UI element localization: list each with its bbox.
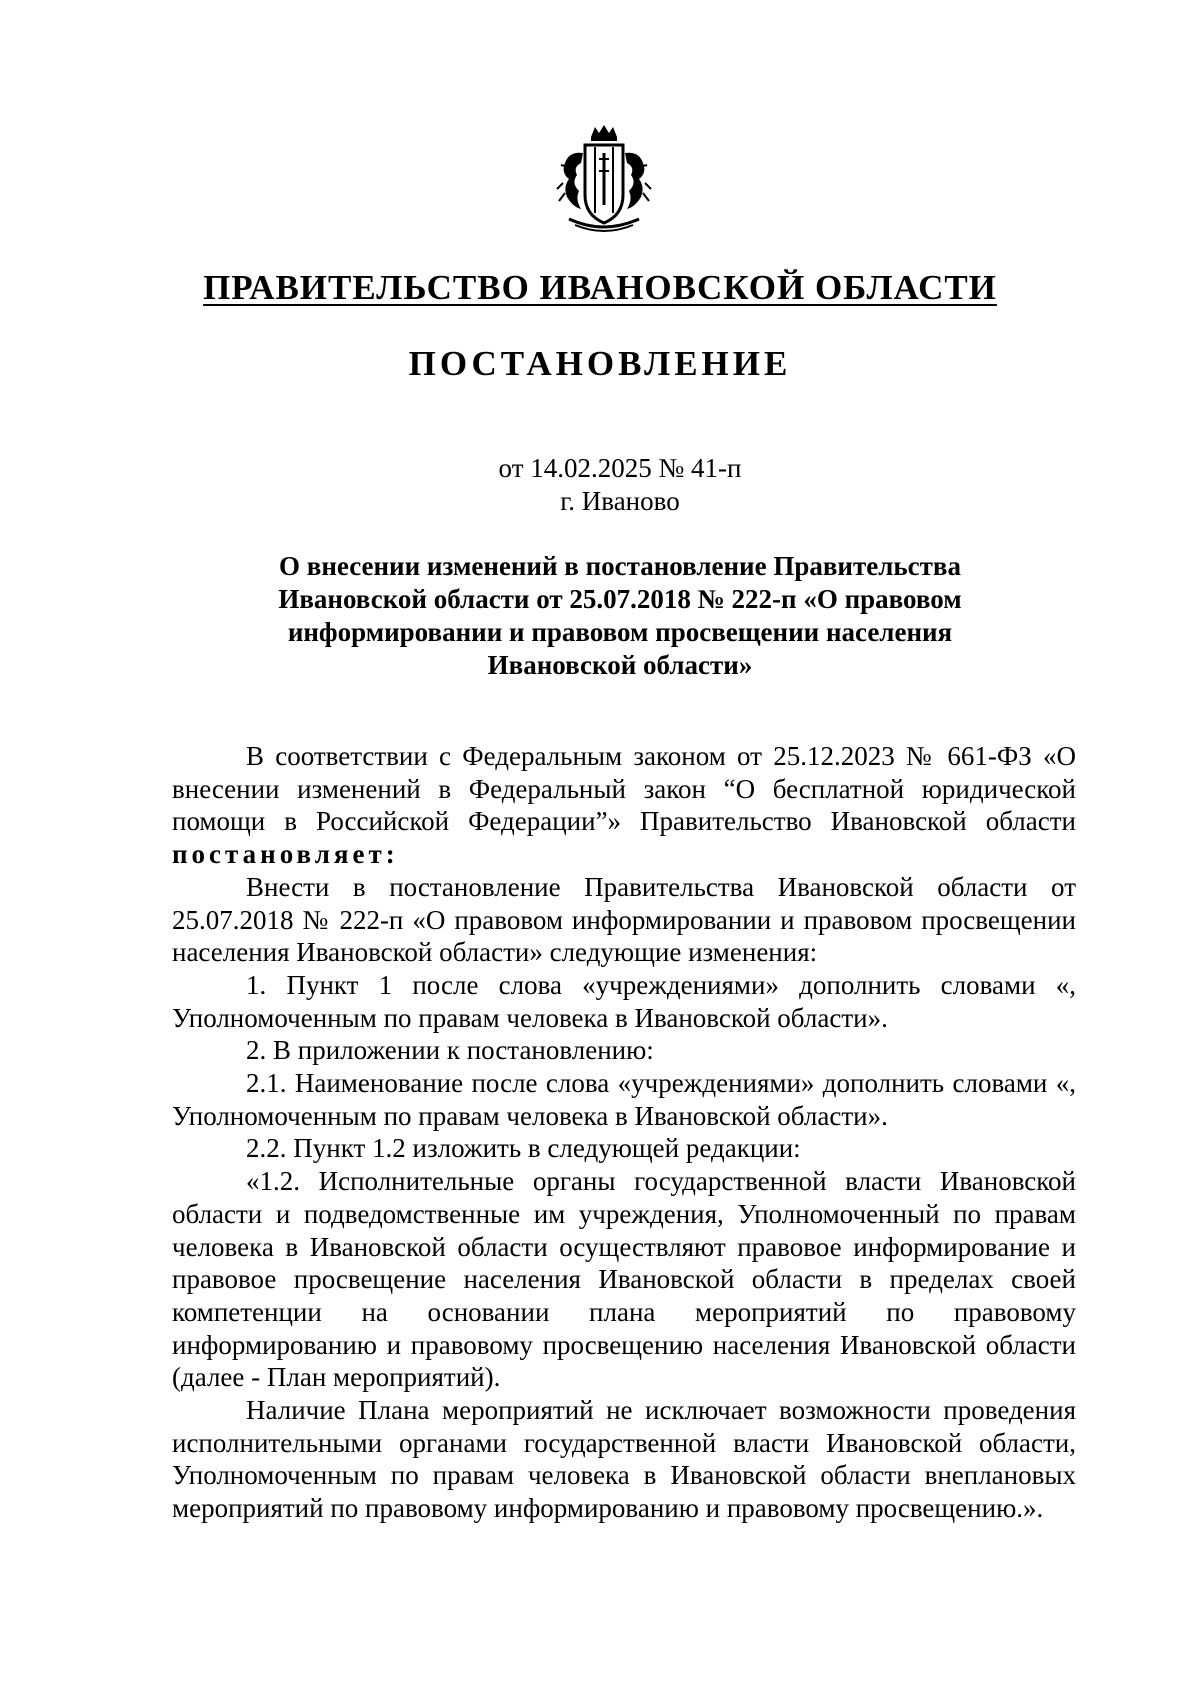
government-title-text: ПРАВИТЕЛЬСТВО ИВАНОВСКОЙ ОБЛАСТИ [203,268,997,307]
body-paragraph: Наличие Плана мероприятий не исключает возможности проведения исполнительными органами государственной власти Ивановской области, Уполномоченным по правам человека в Ивановской области внеплановых мероприятий по правовому информированию и правовому просвещению.». [172,1395,1076,1524]
preamble-text: В соответствии с Федеральным законом от 25.12.2023 № 661-ФЗ «О внесении изменений в Федеральный закон “О бесплатной юридической помощи в Российской Федерации”» Правительство Ивановской области [172,741,1076,837]
body-paragraph: 2.1. Наименование после слова «учреждениями» дополнить словами «, Уполномоченным по правам человека в Ивановской области». [172,1068,1076,1131]
body-paragraph: «1.2. Исполнительные органы государственной власти Ивановской области и подведомственные им учреждения, Уполномоченный по правам человека в Ивановской области осуществляют правовое информирование и правовое просвещение населения Ивановской области в пределах своей компетенции на основании плана мероприятий по правовому информированию и правовому просвещению населения Ивановской области (далее - План мероприятий). [172,1166,1076,1393]
subject-line: Ивановской области» [487,650,753,680]
body-paragraph: 2.2. Пункт 1.2 изложить в следующей редакции: [246,1133,801,1164]
body-paragraph: 2. В приложении к постановлению: [246,1035,654,1066]
subject-line: информировании и правовом просвещении населения [287,617,953,647]
city: г. Иваново [560,486,680,516]
body-paragraph: Внести в постановление Правительства Ивановской области от 25.07.2018 № 222-п «О правовом информировании и правовом просвещении населения Ивановской области» следующие изменения: [172,871,1076,968]
document-body [172,740,1076,1525]
date-number: от 14.02.2025 № 41-п [498,453,742,483]
subject-line: О внесении изменений в постановление Правительства [279,551,961,581]
subject-line: Ивановской области от 25.07.2018 № 222-п «О правовом [278,584,962,614]
document-subject [200,550,1040,682]
government-title [0,268,1200,308]
ivanovo-coat-of-arms-icon [555,123,653,235]
body-paragraph: 1. Пункт 1 после слова «учреждениями» дополнить словами «, Уполномоченным по правам человека в Ивановской области». [172,969,1076,1033]
document-type: ПОСТАНОВЛЕНИЕ [408,344,792,383]
preamble-paragraph [172,740,1076,871]
decree-word: постановляет: [172,839,399,870]
document-meta [0,452,1200,518]
